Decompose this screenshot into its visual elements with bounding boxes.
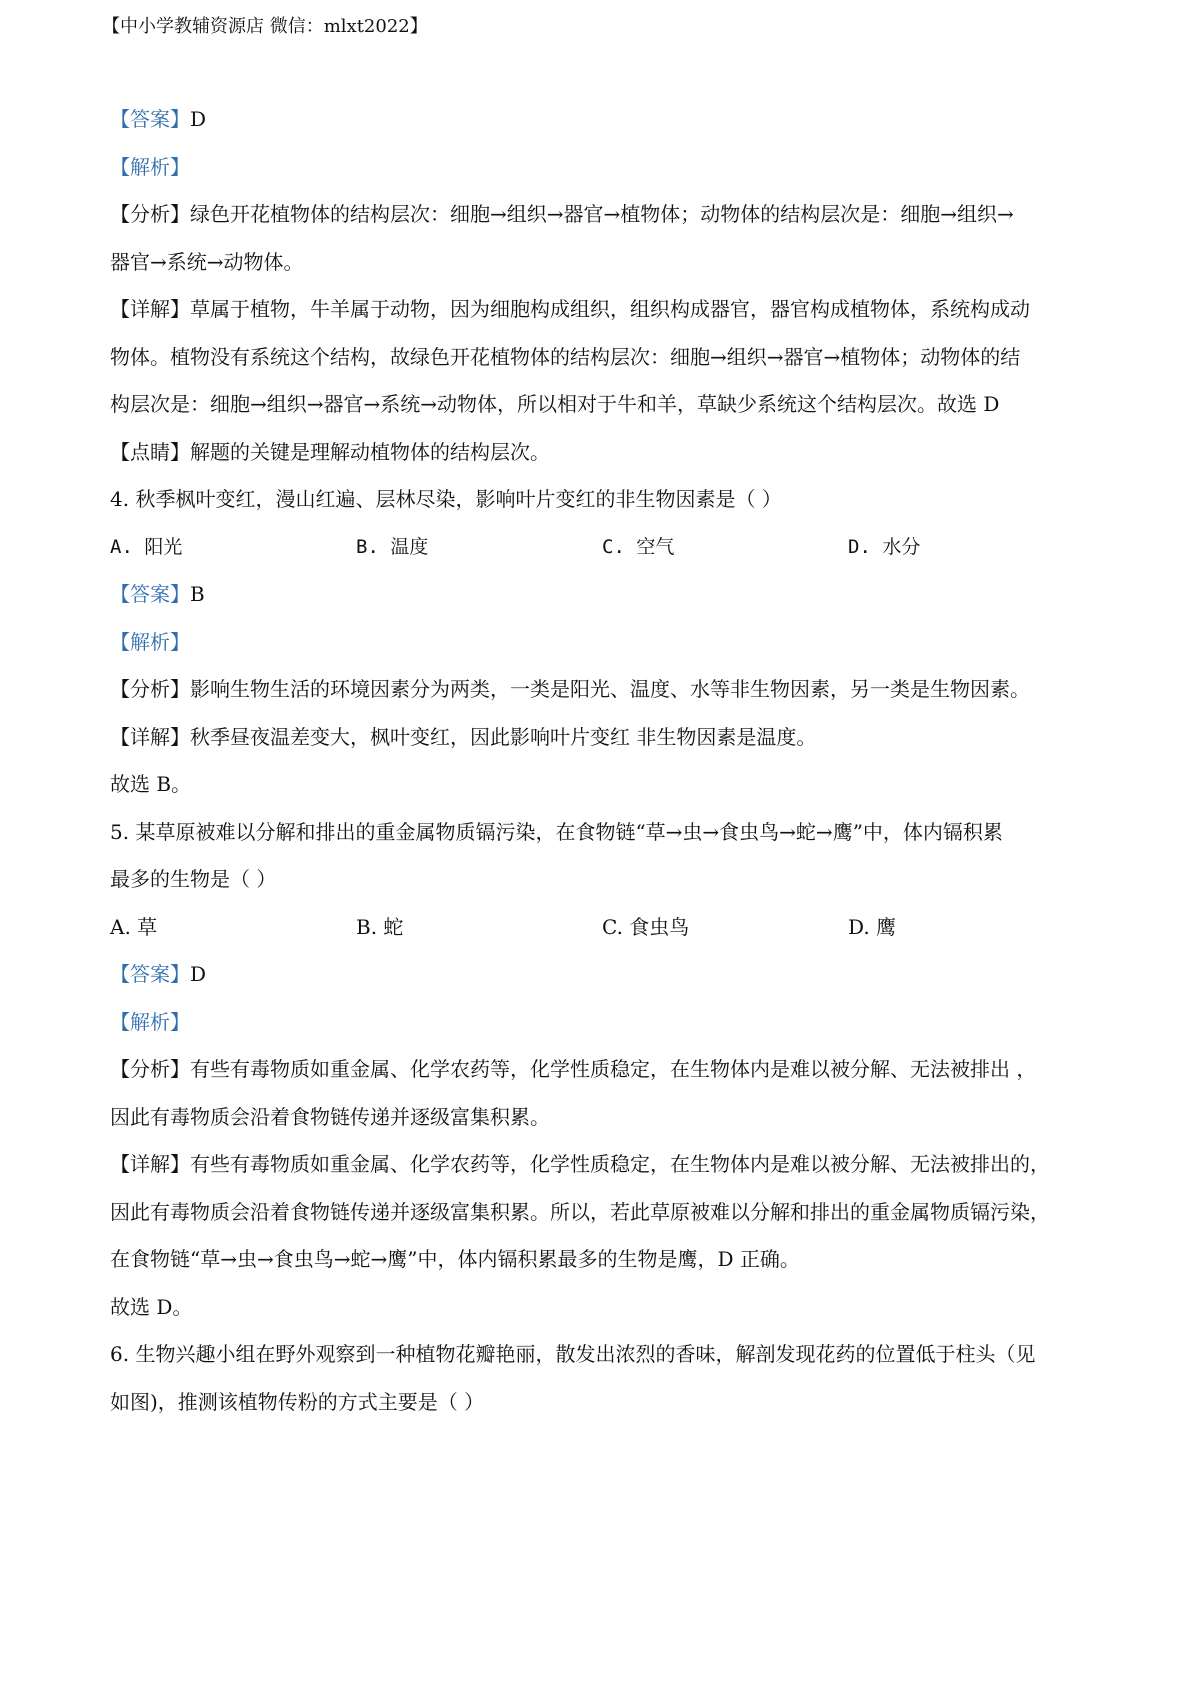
xiangjie-paragraph-cont: 因此有毒物质会沿着食物链传递并逐级富集积累。所以，若此草原被难以分解和排出的重金属物质镉污染， bbox=[110, 1199, 1050, 1224]
conclusion-line: 故选 B。 bbox=[110, 772, 192, 796]
question-5-cont: 最多的生物是（ ） bbox=[110, 867, 277, 891]
question-4: 4. 秋季枫叶变红，漫山红遍、层林尽染，影响叶片变红的非生物因素是（ ） bbox=[110, 487, 782, 511]
watermark-header: 【中小学教辅资源店 微信：mlxt2022】 bbox=[102, 16, 428, 37]
answer-line bbox=[110, 571, 1100, 619]
answer-tag: 【答案】 bbox=[110, 582, 190, 606]
xiangjie-paragraph-cont: 构层次是：细胞→组织→器官→系统→动物体，所以相对于牛和羊，草缺少系统这个结构层次。故选 D bbox=[110, 392, 1000, 416]
option-c: C. 食虫鸟 bbox=[602, 914, 690, 939]
xiangjie-paragraph: 【详解】有些有毒物质如重金属、化学农药等，化学性质稳定，在生物体内是难以被分解、无法被排出的， bbox=[110, 1152, 1050, 1176]
option-b: B. 温度 bbox=[356, 535, 429, 558]
question-6: 6. 生物兴趣小组在野外观察到一种植物花瓣艳丽，散发出浓烈的香味，解剖发现花药的位置低于柱头（见 bbox=[110, 1342, 1036, 1366]
fenxi-paragraph-cont: 因此有毒物质会沿着食物链传递并逐级富集积累。 bbox=[110, 1104, 550, 1129]
question-6-cont: 如图)，推测该植物传粉的方式主要是（ ） bbox=[110, 1389, 485, 1414]
answer-value: D bbox=[190, 107, 207, 131]
xiangjie-paragraph: 【详解】秋季昼夜温差变大，枫叶变红，因此影响叶片变红 非生物因素是温度。 bbox=[110, 724, 817, 749]
option-d: D. 鹰 bbox=[848, 914, 897, 939]
xiangjie-paragraph-cont: 物体。植物没有系统这个结构，故绿色开花植物体的结构层次：细胞→组织→器官→植物体；动物体的结 bbox=[110, 344, 1021, 369]
question-5: 5. 某草原被难以分解和排出的重金属物质镉污染，在食物链“草→虫→食虫鸟→蛇→鹰”中，体内镉积累 bbox=[110, 819, 1003, 844]
fenxi-paragraph: 【分析】绿色开花植物体的结构层次：细胞→组织→器官→植物体；动物体的结构层次是：细胞→组织→ bbox=[110, 202, 1014, 226]
conclusion-line: 故选 D。 bbox=[110, 1294, 193, 1319]
fenxi-paragraph-cont: 器官→系统→动物体。 bbox=[110, 249, 304, 274]
answer-tag: 【答案】 bbox=[110, 107, 190, 131]
option-c: C. 空气 bbox=[602, 535, 675, 558]
analysis-tag: 【解析】 bbox=[110, 1009, 190, 1034]
xiangjie-paragraph: 【详解】草属于植物，牛羊属于动物，因为细胞构成组织，组织构成器官，器官构成植物体，系统构成动 bbox=[110, 297, 1030, 321]
option-b: B. 蛇 bbox=[356, 914, 404, 939]
answer-line bbox=[110, 951, 1100, 999]
analysis-tag: 【解析】 bbox=[110, 629, 190, 654]
option-a: A. 草 bbox=[110, 914, 158, 939]
answer-line bbox=[110, 96, 1100, 144]
option-a: A. 阳光 bbox=[110, 535, 183, 558]
document-body bbox=[110, 96, 1100, 1426]
answer-value: D bbox=[190, 962, 207, 986]
xiangjie-paragraph-cont: 在食物链“草→虫→食虫鸟→蛇→鹰”中，体内镉积累最多的生物是鹰，D 正确。 bbox=[110, 1247, 800, 1271]
answer-tag: 【答案】 bbox=[110, 962, 190, 986]
dianjing-paragraph: 【点睛】解题的关键是理解动植物体的结构层次。 bbox=[110, 439, 550, 464]
fenxi-paragraph: 【分析】影响生物生活的环境因素分为两类，一类是阳光、温度、水等非生物因素，另一类是生物因素。 bbox=[110, 677, 1030, 701]
option-d: D. 水分 bbox=[848, 535, 921, 558]
fenxi-paragraph: 【分析】有些有毒物质如重金属、化学农药等，化学性质稳定，在生物体内是难以被分解、无法被排出 ， bbox=[110, 1057, 1037, 1081]
analysis-tag: 【解析】 bbox=[110, 154, 190, 179]
answer-value: B bbox=[190, 582, 205, 606]
question-4-options bbox=[110, 524, 1100, 572]
question-5-options bbox=[110, 904, 1100, 952]
